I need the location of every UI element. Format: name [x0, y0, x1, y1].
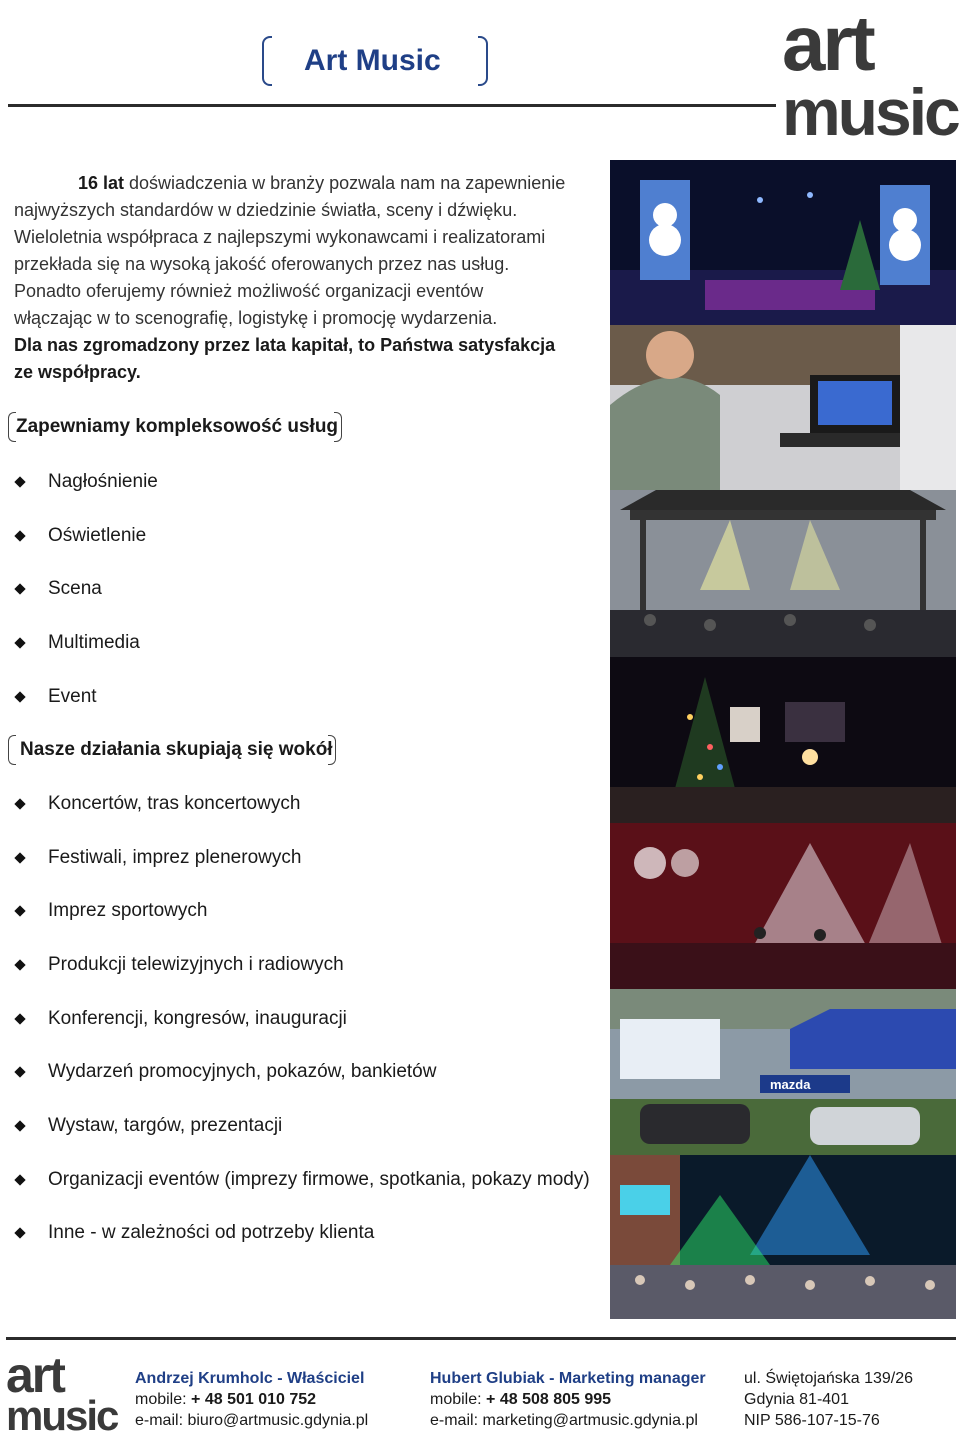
address-nip: NIP 586-107-15-76	[744, 1412, 880, 1429]
diamond-bullet-icon	[14, 1174, 25, 1185]
owner-mobile	[135, 1389, 368, 1410]
mobile-number[interactable]: + 48 501 010 752	[191, 1391, 317, 1408]
intro-line-7: Dla nas zgromadzony przez lata kapitał, to Państwa satysfakcja	[14, 335, 556, 355]
list-item	[14, 455, 158, 509]
list-item	[14, 509, 158, 563]
title-frame	[262, 36, 488, 86]
page-title: Art Music	[304, 44, 441, 77]
list-item	[14, 1045, 590, 1099]
bracket-right	[334, 412, 342, 442]
marketing-name: Hubert Glubiak - Marketing manager	[430, 1370, 706, 1387]
bracket-left	[8, 735, 16, 765]
list-item	[14, 884, 590, 938]
photo-sound-engineer	[610, 325, 956, 490]
list-item-text: Konferencji, kongresów, inauguracji	[48, 1007, 347, 1029]
list-item	[14, 831, 590, 885]
intro-line-6: włączając w to scenografię, logistykę i promocję wydarzenia.	[14, 308, 498, 328]
logo-music-text: music	[782, 75, 958, 149]
diamond-bullet-icon	[14, 959, 25, 970]
photo-stage-lights	[610, 823, 956, 989]
owner-email[interactable]: e-mail: biuro@artmusic.gdynia.pl	[135, 1412, 369, 1429]
list-item-text: Multimedia	[48, 631, 140, 653]
list-item-text: Nagłośnienie	[48, 470, 158, 492]
logo-music-text: music	[6, 1392, 118, 1439]
contact-marketing	[430, 1368, 706, 1431]
intro-line	[14, 170, 606, 197]
list-item-text: Wydarzeń promocyjnych, pokazów, bankietów	[48, 1061, 437, 1083]
top-divider	[8, 104, 776, 107]
activities-heading-text: Nasze działania skupiają się wokół	[20, 739, 333, 760]
list-item	[14, 1207, 590, 1261]
list-item	[14, 670, 158, 724]
diamond-bullet-icon	[14, 852, 25, 863]
list-item	[14, 777, 590, 831]
list-item	[14, 562, 158, 616]
marketing-email[interactable]: e-mail: marketing@artmusic.gdynia.pl	[430, 1412, 698, 1429]
list-item-text: Event	[48, 685, 97, 707]
title-bracket-right	[478, 36, 488, 86]
list-item	[14, 992, 590, 1046]
list-item-text: Festiwali, imprez plenerowych	[48, 846, 302, 868]
bottom-divider	[6, 1337, 956, 1340]
photo-promo-event	[610, 989, 956, 1155]
list-item	[14, 616, 158, 670]
list-item-text: Scena	[48, 578, 102, 600]
intro-line-5: Ponadto oferujemy również możliwość organizacji eventów	[14, 281, 484, 301]
art-music-logo-footer	[4, 1347, 118, 1439]
logo-art-text: art	[782, 0, 873, 87]
art-music-logo	[778, 0, 958, 149]
intro-line-2: najwyższych standardów w dziedzinie światła, sceny i dźwięku.	[14, 200, 518, 220]
banner-text: mazda	[770, 1077, 811, 1092]
list-item	[14, 1099, 590, 1153]
photo-concert-crowd	[610, 1155, 956, 1319]
list-item	[14, 1153, 590, 1207]
intro-paragraph	[14, 170, 606, 386]
mobile-number[interactable]: + 48 508 805 995	[486, 1391, 612, 1408]
owner-name: Andrzej Krumholc - Właściciel	[135, 1370, 365, 1387]
list-item-text: Imprez sportowych	[48, 900, 208, 922]
bracket-right	[328, 735, 336, 765]
services-heading	[8, 412, 342, 442]
intro-line-1: doświadczenia w branży pozwala nam na zapewnienie	[124, 173, 566, 193]
mobile-label: mobile:	[430, 1391, 487, 1408]
diamond-bullet-icon	[14, 1013, 25, 1024]
logo-art-text: art	[6, 1347, 64, 1403]
diamond-bullet-icon	[14, 530, 25, 541]
diamond-bullet-icon	[14, 1228, 25, 1239]
list-item-text: Produkcji telewizyjnych i radiowych	[48, 953, 344, 975]
marketing-mobile	[430, 1389, 706, 1410]
activities-list	[14, 777, 590, 1260]
diamond-bullet-icon	[14, 584, 25, 595]
list-item-text: Oświetlenie	[48, 524, 147, 546]
diamond-bullet-icon	[14, 1067, 25, 1078]
diamond-bullet-icon	[14, 798, 25, 809]
activities-heading	[8, 735, 336, 765]
intro-line-3: Wieloletnia współpraca z najlepszymi wykonawcami i realizatorami	[14, 227, 546, 247]
address-city: Gdynia 81-401	[744, 1391, 849, 1408]
list-item-text: Organizacji eventów (imprezy firmowe, spotkania, pokazy mody)	[48, 1168, 590, 1190]
services-heading-text: Zapewniamy kompleksowość usług	[16, 416, 339, 437]
address-street: ul. Świętojańska 139/26	[744, 1370, 913, 1387]
services-list	[14, 455, 158, 723]
list-item-text: Wystaw, targów, prezentacji	[48, 1114, 283, 1136]
diamond-bullet-icon	[14, 476, 25, 487]
contact-owner	[135, 1368, 368, 1431]
photo-winter-stage	[610, 160, 956, 325]
contact-address	[744, 1368, 913, 1431]
mobile-label: mobile:	[135, 1391, 192, 1408]
list-item-text: Inne - w zależności od potrzeby klienta	[48, 1222, 375, 1244]
intro-years: 16 lat	[78, 173, 125, 193]
photo-outdoor-stage	[610, 490, 956, 657]
diamond-bullet-icon	[14, 1120, 25, 1131]
intro-line-8: ze współpracy.	[14, 362, 141, 382]
diamond-bullet-icon	[14, 637, 25, 648]
diamond-bullet-icon	[14, 906, 25, 917]
list-item-text: Koncertów, tras koncertowych	[48, 792, 301, 814]
bracket-left	[8, 412, 16, 442]
diamond-bullet-icon	[14, 691, 25, 702]
list-item	[14, 938, 590, 992]
photo-ballroom	[610, 657, 956, 823]
intro-line-4: przekłada się na wysoką jakość oferowanych przez nas usług.	[14, 254, 510, 274]
title-bracket-left	[262, 36, 272, 86]
